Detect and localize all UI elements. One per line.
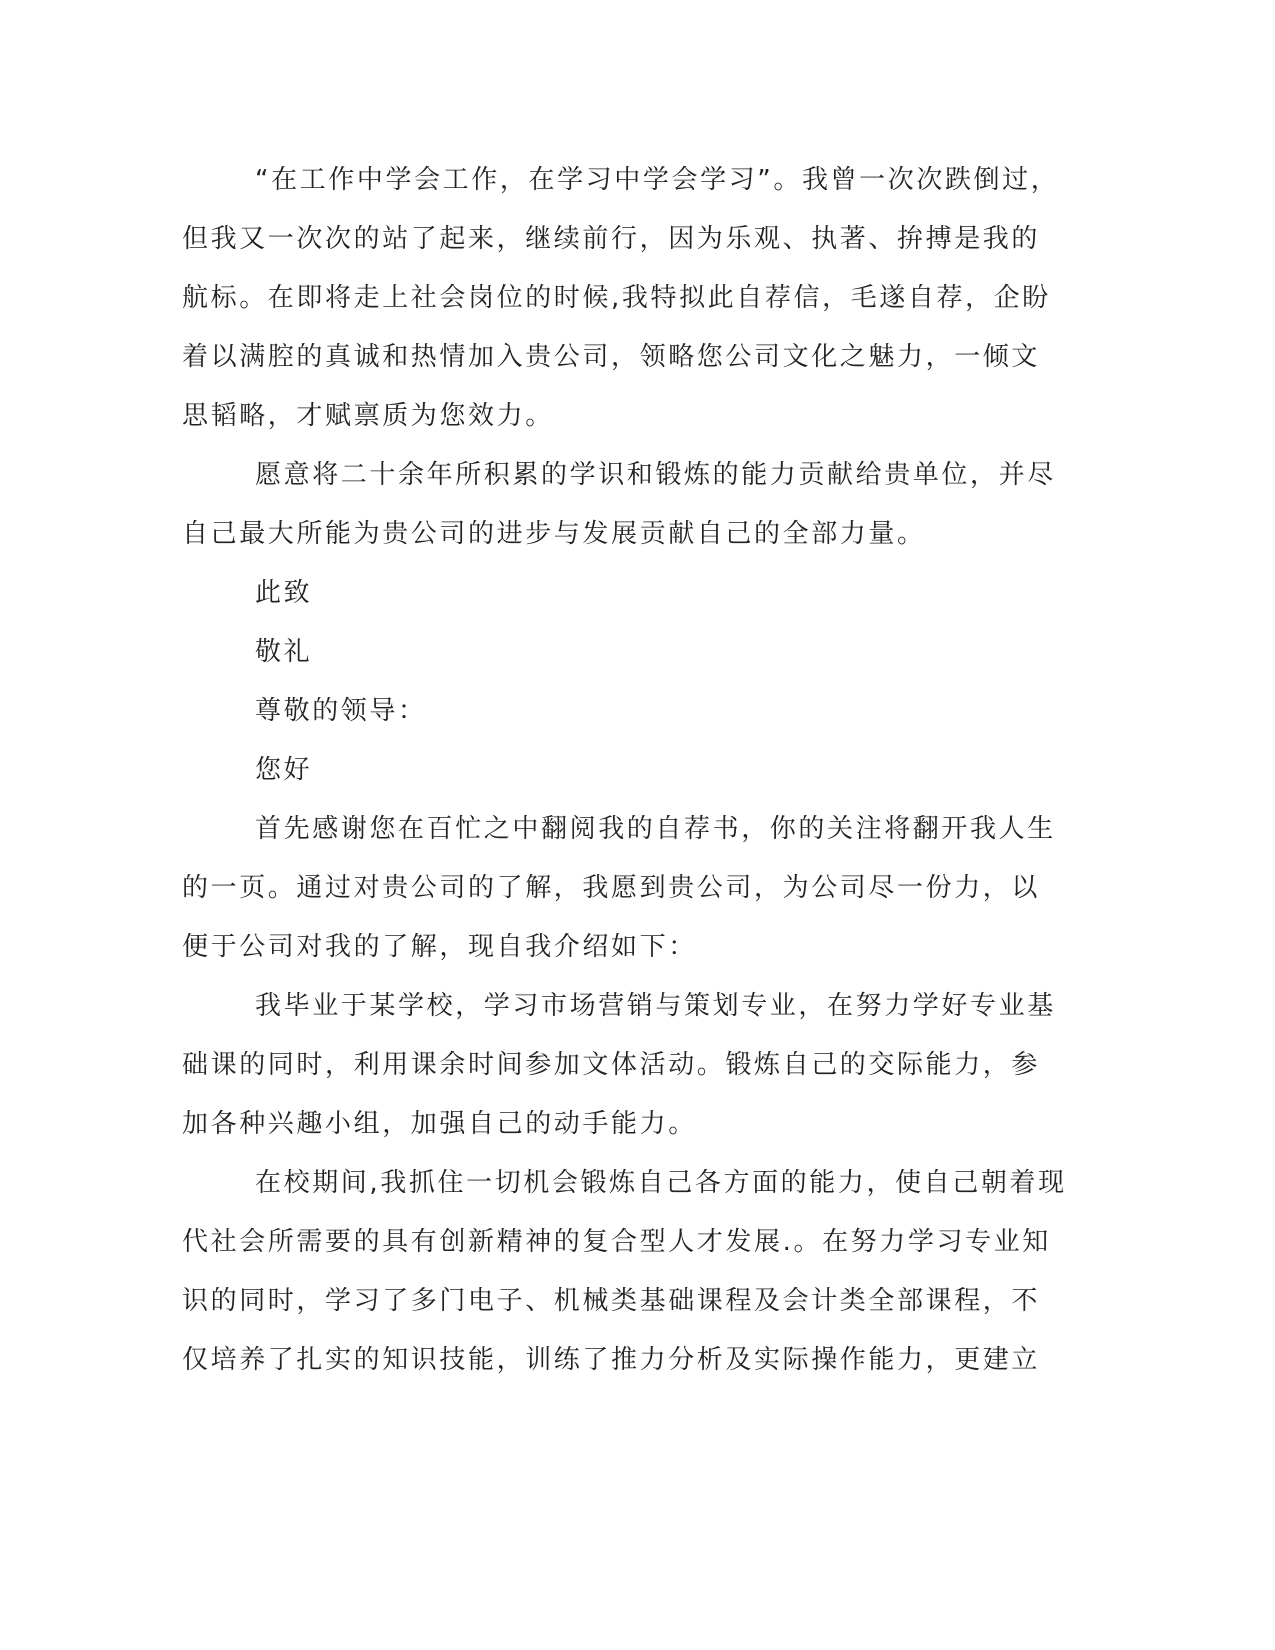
text-line: 我毕业于某学校，学习市场营销与策划专业，在努力学好专业基: [255, 991, 1056, 1021]
text-line: 在校期间,我抓住一切机会锻炼自己各方面的能力，使自己朝着现: [255, 1168, 1067, 1198]
text-line: 仅培养了扎实的知识技能，训练了推力分析及实际操作能力，更建立: [182, 1345, 1041, 1375]
text-line: 首先感谢您在百忙之中翻阅我的自荐书，你的关注将翻开我人生: [255, 814, 1056, 844]
text-line: 便于公司对我的了解，现自我介绍如下：: [182, 932, 697, 962]
greeting: 您好: [255, 755, 313, 785]
text-line: 础课的同时，利用课余时间参加文体活动。锻炼自己的交际能力，参: [182, 1050, 1041, 1080]
text-line: 愿意将二十余年所积累的学识和锻炼的能力贡献给贵单位，并尽: [255, 460, 1056, 490]
text-line: 自己最大所能为贵公司的进步与发展贡献自己的全部力量。: [182, 519, 926, 549]
text-line: 代社会所需要的具有创新精神的复合型人才发展.。在努力学习专业知: [182, 1227, 1051, 1257]
closing-line: 敬礼: [255, 637, 313, 667]
text-line: 航标。在即将走上社会岗位的时候,我特拟此自荐信，毛遂自荐，企盼: [182, 283, 1051, 313]
text-line: 的一页。通过对贵公司的了解，我愿到贵公司，为公司尽一份力，以: [182, 873, 1041, 903]
text-line: 加各种兴趣小组，加强自己的动手能力。: [182, 1109, 697, 1139]
text-line: “在工作中学会工作，在学习中学会学习”。我曾一次次跌倒过，: [255, 165, 1060, 195]
salutation: 尊敬的领导：: [255, 696, 427, 726]
text-line: 识的同时，学习了多门电子、机械类基础课程及会计类全部课程，不: [182, 1286, 1041, 1316]
text-line: 但我又一次次的站了起来，继续前行，因为乐观、执著、拚搏是我的: [182, 224, 1041, 254]
closing-line: 此致: [255, 578, 313, 608]
text-line: 着以满腔的真诚和热情加入贵公司，领略您公司文化之魅力，一倾文: [182, 342, 1041, 372]
text-line: 思韬略，才赋禀质为您效力。: [182, 401, 554, 431]
